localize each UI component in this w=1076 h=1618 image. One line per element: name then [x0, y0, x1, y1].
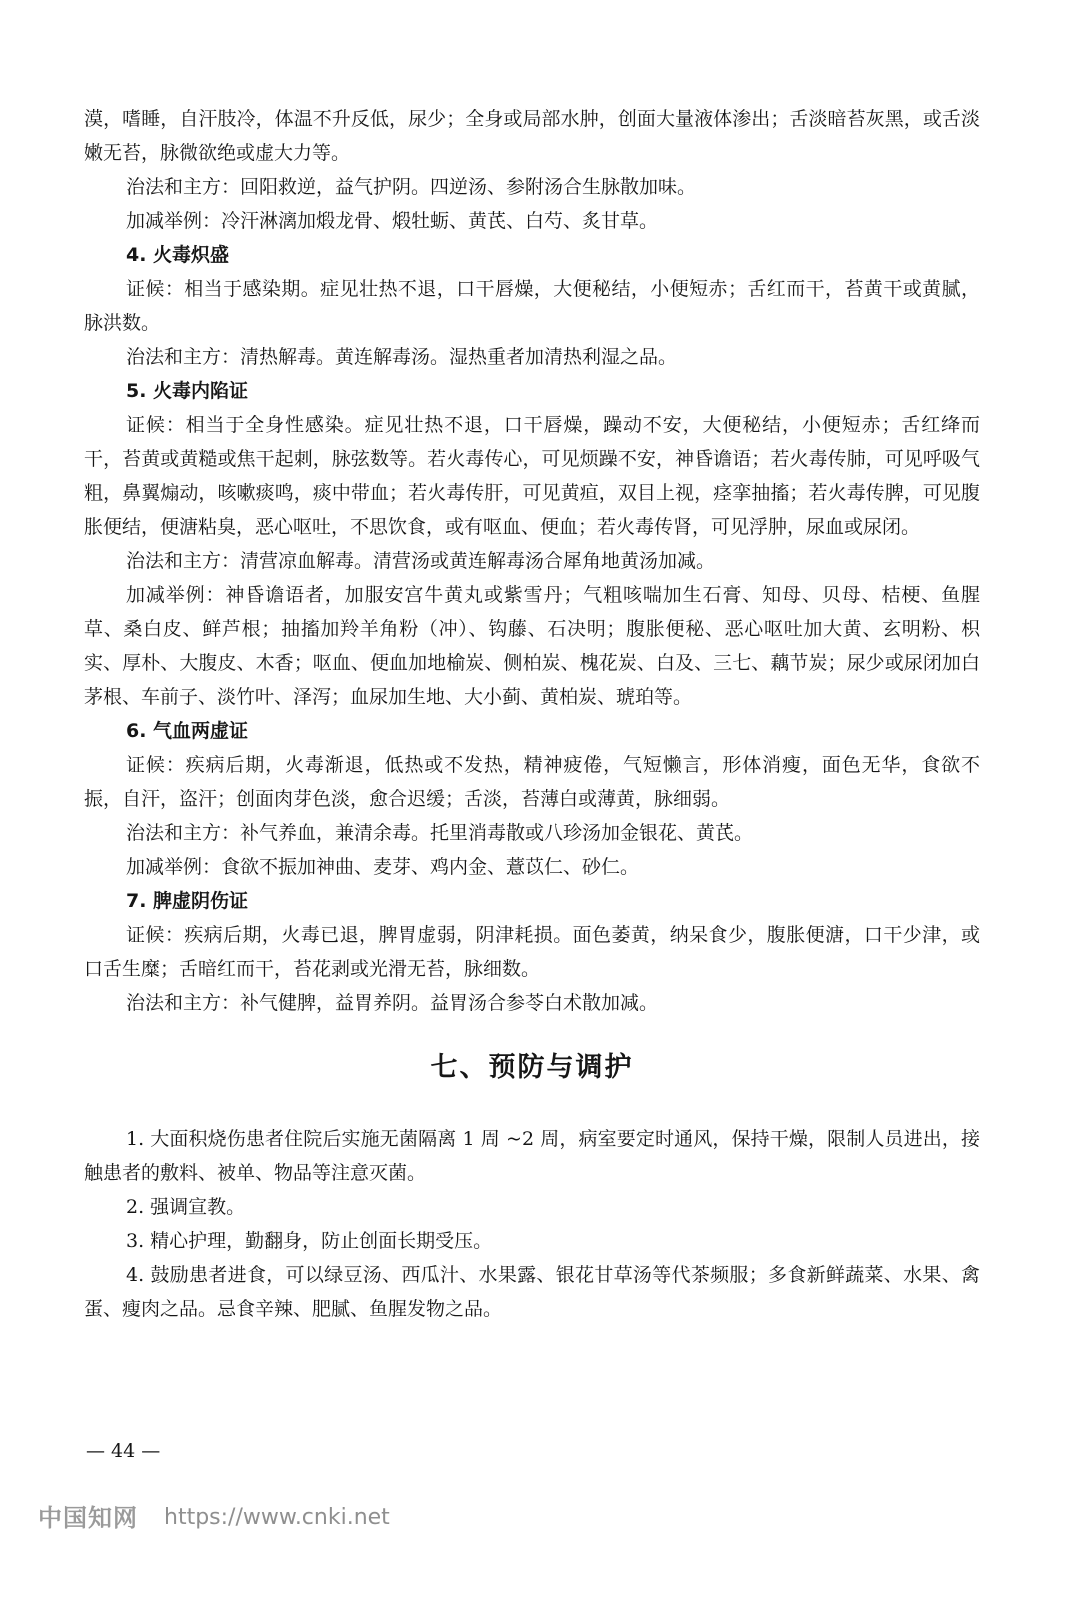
list-item: 3. 精心护理，勤翻身，防止创面长期受压。 [126, 1230, 493, 1252]
paragraph: 治法和主方：清热解毒。黄连解毒汤。湿热重者加清热利湿之品。 [126, 346, 678, 368]
paragraph: 治法和主方：补气健脾，益胃养阴。益胃汤合参苓白术散加减。 [126, 992, 659, 1014]
subheading: 6. 气血两虚证 [126, 720, 249, 742]
list-item: 4. 鼓励患者进食，可以绿豆汤、西瓜汁、水果露、银花甘草汤等代茶频服；多食新鲜蔬菜、水果、禽蛋、瘦肉之品。忌食辛辣、肥腻、鱼腥发物之品。 [84, 1264, 980, 1320]
list-item: 1. 大面积烧伤患者住院后实施无菌隔离 1 周 ~2 周，病室要定时通风，保持干燥，限制人员进出，接触患者的敷料、被单、物品等注意灭菌。 [84, 1128, 980, 1184]
subheading: 5. 火毒内陷证 [126, 380, 249, 402]
list-item: 2. 强调宣教。 [126, 1196, 246, 1218]
paragraph: 证候：相当于感染期。症见壮热不退，口干唇燥，大便秘结，小便短赤；舌红而干，苔黄干或黄腻，脉洪数。 [84, 278, 980, 334]
paragraph: 加减举例：神昏谵语者，加服安宫牛黄丸或紫雪丹；气粗咳喘加生石膏、知母、贝母、桔梗、鱼腥草、桑白皮、鲜芦根；抽搐加羚羊角粉（冲）、钩藤、石决明；腹胀便秘、恶心呕吐加大黄、玄明粉、枳实、厚朴、大腹皮、木香；呕血、便血加地榆炭、侧柏炭、槐花炭、白及、三七、藕节炭；尿少或尿闭加白茅根、车前子、淡竹叶、泽泻；血尿加生地、大小蓟、黄柏炭、琥珀等。 [84, 584, 980, 708]
subheading: 7. 脾虚阴伤证 [126, 890, 249, 912]
footer-watermark [38, 1500, 390, 1536]
paragraph: 治法和主方：补气养血，兼清余毒。托里消毒散或八珍汤加金银花、黄芪。 [126, 822, 754, 844]
footer-url[interactable]: https://www.cnki.net [164, 1505, 390, 1530]
paragraph: 加减举例：食欲不振加神曲、麦芽、鸡内金、薏苡仁、砂仁。 [126, 856, 640, 878]
subheading: 4. 火毒炽盛 [126, 244, 230, 266]
paragraph: 证候：相当于全身性感染。症见壮热不退，口干唇燥，躁动不安，大便秘结，小便短赤；舌红绛而干，苔黄或黄糙或焦干起刺，脉弦数等。若火毒传心，可见烦躁不安，神昏谵语；若火毒传肺，可见呼吸气粗，鼻翼煽动，咳嗽痰鸣，痰中带血；若火毒传肝，可见黄疸，双目上视，痉挛抽搐；若火毒传脾，可见腹胀便结，便溏粘臭，恶心呕吐，不思饮食，或有呕血、便血；若火毒传肾，可见浮肿，尿血或尿闭。 [84, 414, 980, 538]
cnki-logo: 中国知网 [38, 1504, 138, 1532]
paragraph: 证候：疾病后期，火毒渐退，低热或不发热，精神疲倦，气短懒言，形体消瘦，面色无华，食欲不振，自汗，盗汗；创面肉芽色淡，愈合迟缓；舌淡，苔薄白或薄黄，脉细弱。 [84, 754, 980, 810]
paragraph: 治法和主方：回阳救逆，益气护阴。四逆汤、参附汤合生脉散加味。 [126, 176, 697, 198]
section-title: 七、预防与调护 [430, 1052, 634, 1083]
paragraph: 证候：疾病后期，火毒已退，脾胃虚弱，阴津耗损。面色萎黄，纳呆食少，腹胀便溏，口干少津，或口舌生糜；舌暗红而干，苔花剥或光滑无苔，脉细数。 [84, 924, 980, 980]
paragraph: 漠，嗜睡，自汗肢冷，体温不升反低，尿少；全身或局部水肿，创面大量液体渗出；舌淡暗苔灰黑，或舌淡嫩无苔，脉微欲绝或虚大力等。 [84, 108, 980, 164]
paragraph: 治法和主方：清营凉血解毒。清营汤或黄连解毒汤合犀角地黄汤加减。 [126, 550, 716, 572]
page-number: — 44 — [86, 1440, 161, 1462]
paragraph: 加减举例：冷汗淋漓加煅龙骨、煅牡蛎、黄芪、白芍、炙甘草。 [126, 210, 659, 232]
